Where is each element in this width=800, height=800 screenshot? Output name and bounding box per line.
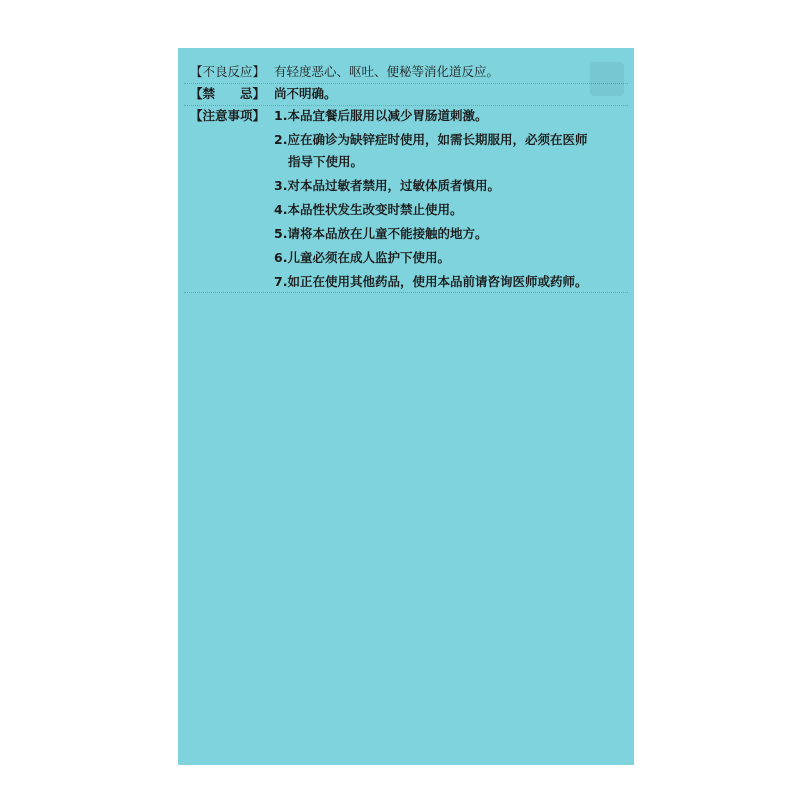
logo-shadow-decoration xyxy=(590,62,624,96)
precautions-label: 【注意事项】 xyxy=(190,108,266,123)
precaution-item-6: 6.儿童必须在成人监护下使用。 xyxy=(274,250,450,265)
contraindications-label: 【禁 忌】 xyxy=(190,86,266,101)
row-divider xyxy=(184,292,628,293)
contraindications-text: 尚不明确。 xyxy=(274,86,337,101)
precaution-item-2-cont: 指导下使用。 xyxy=(288,154,364,169)
precaution-item-2: 2.应在确诊为缺锌症时使用，如需长期服用，必须在医师 xyxy=(274,132,588,147)
precaution-item-1: 1.本品宜餐后服用以减少胃肠道刺激。 xyxy=(274,108,488,123)
precaution-item-3: 3.对本品过敏者禁用，过敏体质者慎用。 xyxy=(274,178,500,193)
precaution-item-7: 7.如正在使用其他药品，使用本品前请咨询医师或药师。 xyxy=(274,274,588,289)
instruction-leaflet xyxy=(178,48,634,765)
precaution-item-4: 4.本品性状发生改变时禁止使用。 xyxy=(274,202,463,217)
precaution-item-5: 5.请将本品放在儿童不能接触的地方。 xyxy=(274,226,488,241)
adverse-reactions-label: 【不良反应】 xyxy=(190,64,266,79)
adverse-reactions-text: 有轻度恶心、呕吐、便秘等消化道反应。 xyxy=(274,64,500,79)
